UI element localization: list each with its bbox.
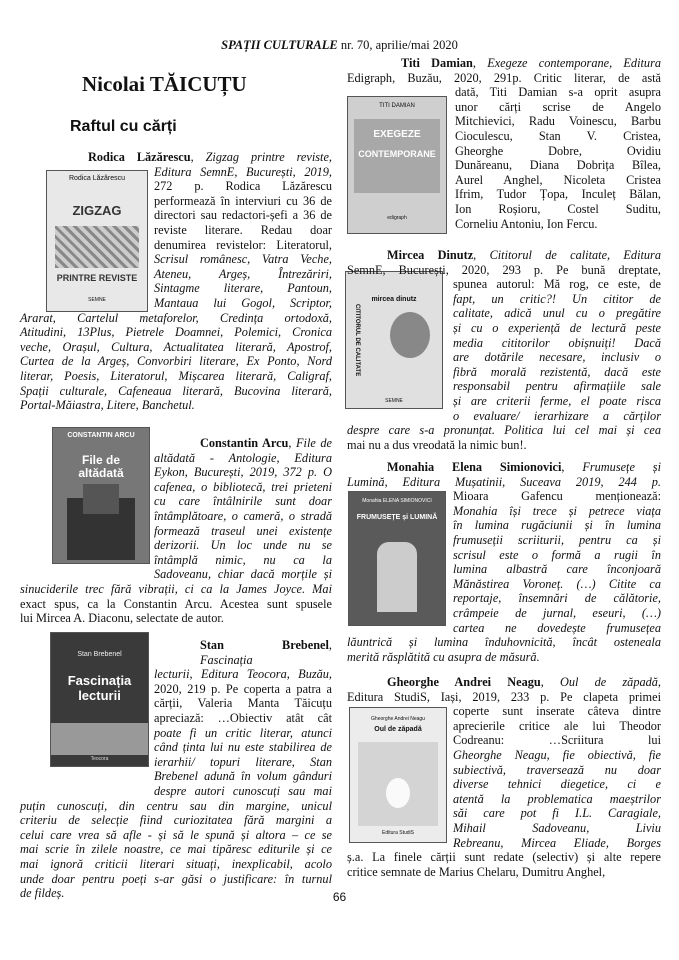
cover-author: mircea dinutz [371, 296, 417, 303]
text-line [387, 460, 661, 475]
text-line: Ion Roșioru, Costel Suditu, [455, 201, 661, 216]
book-author: Monahia Elena Simionovici [387, 460, 562, 474]
text-line: lecturii, Editura Teocora, Buzău, [154, 667, 332, 682]
text-line: responsabil pentru afirmațiile sale [453, 379, 661, 394]
book-title: File de [296, 436, 332, 450]
text-line: puțin cunoscuți, din centru sau din margine, unicul [20, 798, 332, 813]
text-line: spunea autorul: Mă rog, ce este, de [453, 277, 661, 292]
text-line: când ținta lui nu este stabilirea de [154, 740, 332, 755]
cover-publisher: SEMNE [385, 398, 403, 404]
book-author: Rodica Lăzărescu [88, 150, 191, 164]
cover-title: ZIGZAG [72, 203, 122, 218]
cover-title: Oul de zăpadă [374, 726, 422, 733]
text-line: denumirea revistelor: Literatorul, [154, 237, 332, 252]
text-line: și cu o experiență de lectură peste [453, 320, 661, 335]
text-line: cărții, Valeria Manta Tăicuțu [154, 696, 332, 711]
text-line: diverse tehnici diegetice, ci e [453, 777, 661, 792]
cover-author: Monahia ELENA SIMIONOVICI [362, 498, 432, 504]
cover-title: File de altădată [78, 453, 124, 480]
text-line: critice semnate de Marius Chelaru, Dumitru Anghel, [347, 864, 606, 879]
separator: , [328, 638, 332, 652]
text-line: cafenea, o bibliotecă, trei prieteni [154, 479, 332, 494]
text-line: Dunăreanu, Diana Dobrița Bîlea, [455, 158, 661, 173]
book-title: Oul de zăpadă, [559, 675, 661, 689]
text-line: merită răsplătită cu asupra de măsură. [347, 649, 540, 664]
text-line: exact spus, ca la Constantin Arcu. Acestea sunt spusele [20, 596, 332, 611]
cover-publisher: Editura StudiS [382, 830, 414, 836]
cover-title: Fascinația lecturii [67, 673, 132, 703]
text-line: cu care întâlnirile sunt doar [154, 494, 332, 509]
text-line: Editura StudiS, Iași, 2019, 233 p. Pe clapeta primei [347, 689, 661, 704]
text-line: Mihail Sadoveanu, Liviu [453, 820, 661, 835]
separator: , [288, 436, 297, 450]
text-line: fapt, un critic?! Un cititor de [453, 291, 661, 306]
page-number: 66 [332, 890, 347, 904]
text-line: formează traseul unei existențe [154, 523, 332, 538]
text-line [387, 675, 661, 690]
text-line: altădată - Antologie, Editura [154, 450, 332, 465]
text-line: întâmplătoare, o cameră, o stradă [154, 508, 332, 523]
book-author: Titi Damian [401, 56, 473, 70]
text-line: Sadoveanu, chiar dacă morțile și [154, 567, 332, 582]
text-line: performează în interviuri cu 36 de [154, 193, 332, 208]
text-line: în lumina rugăciunii și în lumina [453, 518, 661, 533]
cover-subtitle: PRINTRE REVISTE [56, 273, 138, 283]
journal-header [0, 38, 679, 53]
right-entry-simionovici [347, 460, 661, 664]
text-line [200, 638, 332, 667]
text-line: Eykon, București, 2019, 372 p. O [154, 465, 332, 480]
text-line: literar, Poesis, Literatorul, Mișcarea literară, Caligraf, [20, 368, 332, 383]
text-line: frumuseții scriiturii, pentru ca și [453, 532, 661, 547]
text-line: Rebreanu, Mircea Eliade, Borges [453, 835, 661, 850]
text-line: Curtea de la Argeș, Convorbiri literare, Ex Ponto, Nord [20, 354, 332, 369]
text-line: criteriu de selecție fiind curiozitatea fără margini a [20, 813, 332, 828]
text-line: Cioculescu, Stan V. Cristea, [455, 128, 661, 143]
book-author: Constantin Arcu [200, 436, 289, 450]
text-line: despre autori cunoscuți sau mai [154, 783, 332, 798]
section-title: Raftul cu cărți [70, 118, 177, 135]
text-line: calitate, adică unul cu o pregătire [453, 306, 661, 321]
book-author: Stan Brebenel [200, 638, 329, 652]
text-line: lăuntrică și lumina înduhovnicită, încât osteneala [347, 635, 661, 650]
text-line: de fildeș. [20, 886, 65, 901]
left-entry-brebenel [20, 638, 332, 901]
text-line: Corneliu Antoniu, Ion Fercu. [455, 216, 598, 231]
text-line: media cititorilor obișnuiți! Dacă [453, 335, 661, 350]
text-line: întâmplă nimic, nu ca la [154, 552, 332, 567]
book-title: Exegeze contemporane, Editura [487, 56, 661, 70]
text-line: săi care pot fi I.L. Caragiale, [453, 806, 661, 821]
right-entry-neagu [347, 675, 661, 879]
text-line: crâmpeie de jurnal, eseuri, (…) [453, 605, 661, 620]
cover-author: CONSTANTIN ARCU [67, 432, 135, 439]
book-author: Mircea Dinutz [387, 248, 474, 262]
text-line: Gheorghe Neagu, fie obiectivă, fie [453, 747, 661, 762]
text-line: Monahia își trece și petrece viața [453, 503, 661, 518]
text-line: coperte sunt inserate câteva dintre [453, 704, 661, 719]
separator: , [473, 248, 490, 262]
left-entry-arcu [20, 436, 332, 626]
separator: , [472, 56, 488, 70]
book-title: Frumusețe și [582, 460, 661, 474]
text-line: Codreanu: …Scriitura lui [453, 733, 661, 748]
text-line: SemnE, București, 2020, 293 p. Pe bună dreptate, [347, 262, 661, 277]
right-entry-dinutz [347, 248, 661, 452]
text-line: apreciază: …Obiectiv atât cât [154, 710, 332, 725]
text-line: Sintagme literare, Pantoun, [154, 281, 332, 296]
book-title: Fascinația [200, 652, 253, 667]
left-entry-lazarescu [20, 150, 332, 413]
text-line: Mitchievici, Radu Voinescu, Barbu [455, 114, 661, 129]
cover-author: Gheorghe Andrei Neagu [371, 716, 425, 722]
article-author: Nicolai TĂICUȚU [82, 72, 247, 96]
cover-title: EXEGEZE [373, 129, 421, 140]
text-line: mai nu a dus vreodată la nimic bun!. [347, 437, 527, 452]
text-line: Portal-Măiastra, Litere, Banchetul. [20, 398, 195, 413]
issue-info: nr. 70, aprilie/mai 2020 [337, 38, 458, 52]
cover-subtitle: CONTEMPORANE [358, 149, 436, 159]
text-line: lumina albastră care înconjoară [453, 562, 661, 577]
text-line: 2020, 219 p. Pe coperta a patra a [154, 681, 332, 696]
text-line: Lumină, Editura Mușatinii, Suceava 2019, 244 p. [347, 474, 661, 489]
text-line: Atitudini, 13Plus, Pietrele Doamnei, Polemici, Cronica [20, 325, 332, 340]
text-line: o evaluare/ ierarhizare a cărților [453, 408, 661, 423]
cover-publisher: Teocora [90, 756, 109, 762]
text-line: ș.a. La finele cărții sunt redate (selectiv) și alte repere [347, 850, 661, 865]
text-line: subiectivă, traversează nu doar [453, 762, 661, 777]
text-line: poate fi un critic literar, atunci [154, 725, 332, 740]
text-line: Ifrim, Tudor Țopa, Inculeț Bălan, [455, 187, 661, 202]
text-line: are dotările necesare, inclusiv o [453, 350, 661, 365]
cover-author: Rodica Lăzărescu [68, 175, 126, 182]
text-line: Edigraph, Buzău, 2020, 291p. Critic literar, de astă [347, 70, 661, 85]
text-line: reportaje, însemnări de călătorie, [453, 591, 661, 606]
separator: , [561, 460, 583, 474]
text-line: aprecierile critice ale lui Theodor [453, 718, 661, 733]
text-line: sinuciderile trec fără vibrații, ci ca la James Joyce. Mai [20, 581, 332, 596]
text-line: Mioara Gafencu menționează: [453, 489, 661, 504]
text-line [401, 56, 661, 71]
text-line: celui care vrea să afle - și să le spună și altora – ce se [20, 827, 332, 842]
cover-publisher: edigraph [387, 215, 407, 221]
text-line: lui Mircea A. Diaconu, selectate de autor. [20, 611, 224, 626]
cover-author: TITI DAMIAN [379, 103, 415, 109]
text-line: Brebenel adună în volum gânduri [154, 769, 332, 784]
text-line: 272 p. Rodica Lăzărescu [154, 179, 332, 194]
text-line: Gheorghe Dobre, Ovidiu [455, 143, 661, 158]
text-line: Scrisul românesc, Vatra Veche, [154, 252, 332, 267]
text-line: mai scrie în zilele noastre, ce mai tipăresc editurile și ce [20, 842, 332, 857]
text-line: despre care s-a pronunțat. Politica lui cel mai și cea [347, 423, 661, 438]
text-line: unor cărți scrise de Angelo [455, 99, 661, 114]
text-line [200, 436, 332, 451]
text-line [387, 248, 661, 263]
text-line: fibră morală rezistentă, dacă este [453, 364, 661, 379]
book-title: Zigzag printre reviste, [205, 150, 332, 164]
cover-title: FRUMUSEȚE și LUMINĂ [356, 514, 438, 521]
book-author: Gheorghe Andrei Neagu [387, 675, 541, 689]
text-line: Editura SemnE, București, 2019, [154, 164, 332, 179]
cover-author: Stan Brebenel [77, 651, 122, 658]
text-line: scrisul este o formă a rugii în [453, 547, 661, 562]
separator: , [190, 150, 206, 164]
text-line: atentă la problematica maeștrilor [453, 791, 661, 806]
text-line: veche, Orașul, Cultura, Actualitatea literară, Apostrof, [20, 339, 332, 354]
text-line: Mănăstirea Voroneț. (…) Citite ca [453, 576, 661, 591]
text-line: mai ignoră criticii literari situați, inexplicabil, acolo [20, 856, 332, 871]
text-line: directori sau redactori-șefi a 36 de [154, 208, 332, 223]
text-line: Mantaua lui Gogol, Scriptor, [154, 295, 332, 310]
text-line: și are criterii ferme, el poate risca [453, 393, 661, 408]
text-line: dată, Titi Damian s-a oprit asupra [455, 85, 661, 100]
text-line [88, 150, 332, 165]
right-entry-damian [347, 56, 661, 231]
text-line: reviste literare. Redau doar [154, 222, 332, 237]
journal-name: SPAȚII CULTURALE [221, 38, 338, 52]
cover-title: CITITORUL DE CALITATE [354, 303, 360, 377]
text-line: Ararat, Cartelul metaforelor, Credința ortodoxă, [20, 310, 332, 325]
text-line: derizorii. Un loc unde nu se [154, 538, 332, 553]
text-line: Aurel Anghel, Nicoleta Cristea [455, 172, 661, 187]
text-line: ierarhii/ topuri literare, Stan [154, 754, 332, 769]
separator: , [540, 675, 560, 689]
text-line: unde doar pentru poeți s-ar găsi o justificare: în turnul [20, 871, 332, 886]
text-line: Ateneu, Argeș, Întrezăriri, [154, 266, 332, 281]
book-title: Cititorul de calitate, Editura [489, 248, 661, 262]
text-line: Spații culturale, Cafeneaua literară, Bucovina literară, [20, 383, 332, 398]
cover-publisher: SEMNE [88, 297, 106, 303]
text-line: cartea ne dovedește frumusețea [453, 620, 661, 635]
